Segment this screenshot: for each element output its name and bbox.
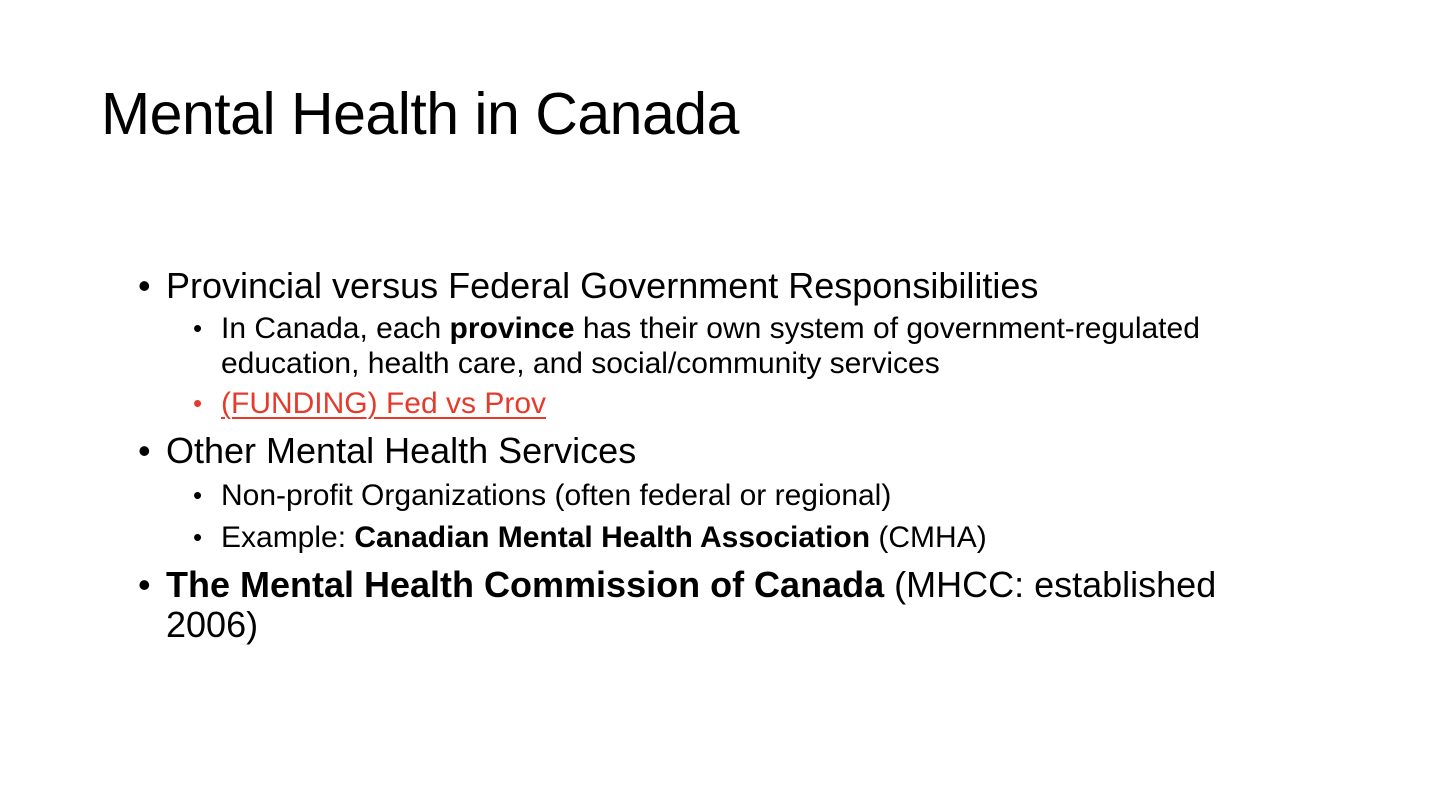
subbullet-text-post: has their own system of government-regulated education, health care, and social/community services [221,312,1200,380]
bullet-text: Other Mental Health Services [166,430,637,471]
funding-fed-vs-prov-link[interactable]: (FUNDING) Fed vs Prov [221,387,547,420]
bullet-dot: • [193,480,203,510]
subbullet-text-pre: Example: [221,521,355,554]
bullet-text-bold: The Mental Health Commission of Canada [166,564,885,605]
bullet-other-services [138,431,1298,471]
bullet-dot: • [193,522,203,552]
bullet-dot: • [193,388,203,418]
bullet-mhcc [138,565,1298,645]
subbullet-text-bold: province [449,312,575,345]
subbullet-text-post: (CMHA) [870,521,987,554]
bullet-text: Provincial versus Federal Government Responsibilities [166,265,1039,306]
bullet-dot: • [138,430,151,471]
subbullet-province-systems [138,311,1298,381]
subbullet-cmha-example [138,520,1298,555]
bullet-dot: • [193,313,203,343]
bullet-provincial-vs-federal [138,266,1298,306]
subbullet-text-bold: Canadian Mental Health Association [354,521,871,554]
subbullet-text-pre: In Canada, each [221,312,450,345]
subbullet-text: Non-profit Organizations (often federal or regional) [221,479,892,512]
slide-title: Mental Health in Canada [101,81,739,147]
bullet-text-post: (MHCC: established 2006) [166,564,1217,645]
subbullet-non-profit [138,478,1298,513]
bullet-dot: • [138,564,151,605]
subbullet-funding-link [138,386,1298,421]
slide-content [138,266,1298,645]
bullet-dot: • [138,265,151,306]
